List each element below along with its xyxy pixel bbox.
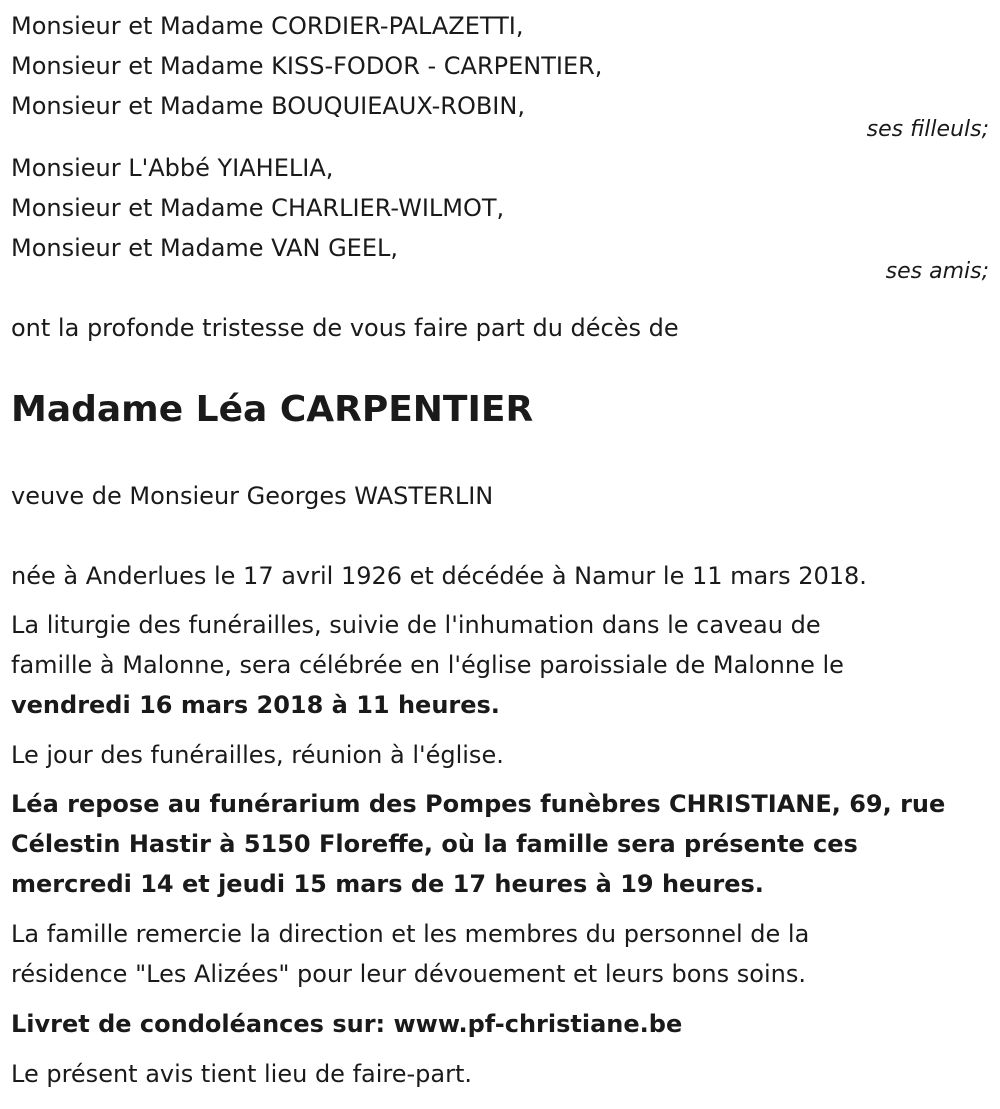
funerarium-line-3: mercredi 14 et jeudi 15 mars de 17 heures à 19 heures. — [11, 870, 764, 898]
funerarium-line-1: Léa repose au funérarium des Pompes funèbres CHRISTIANE, 69, rue — [11, 790, 946, 818]
sender-line-5: Monsieur et Madame CHARLIER-WILMOT, — [11, 194, 505, 222]
sender-line-6: Monsieur et Madame VAN GEEL, — [11, 234, 398, 262]
sender-line-2: Monsieur et Madame KISS-FODOR - CARPENTIER, — [11, 52, 603, 80]
thanks-line-1: La famille remercie la direction et les membres du personnel de la — [11, 920, 810, 948]
sender-line-1: Monsieur et Madame CORDIER-PALAZETTI, — [11, 12, 524, 40]
relation-filleuls: ses filleuls; — [866, 117, 989, 142]
liturgy-line-1: La liturgie des funérailles, suivie de l'inhumation dans le caveau de — [11, 611, 821, 639]
sender-line-4: Monsieur L'Abbé YIAHELIA, — [11, 154, 334, 182]
thanks-line-2: résidence "Les Alizées" pour leur dévouement et leurs bons soins. — [11, 960, 806, 988]
condolences-text: Livret de condoléances sur: www.pf-christiane.be — [11, 1010, 683, 1038]
notice-text: Le présent avis tient lieu de faire-part. — [11, 1060, 473, 1088]
funerarium-line-2: Célestin Hastir à 5150 Floreffe, où la famille sera présente ces — [11, 830, 858, 858]
liturgy-line-2: famille à Malonne, sera célébrée en l'église paroissiale de Malonne le — [11, 651, 844, 679]
relation-amis: ses amis; — [885, 259, 989, 284]
deceased-name: Madame Léa CARPENTIER — [11, 389, 534, 430]
widow-of-text: veuve de Monsieur Georges WASTERLIN — [11, 482, 494, 510]
reunion-text: Le jour des funérailles, réunion à l'église. — [11, 741, 504, 769]
liturgy-datetime: vendredi 16 mars 2018 à 11 heures. — [11, 691, 500, 719]
announcement-text: ont la profonde tristesse de vous faire part du décès de — [11, 314, 679, 342]
birth-death-text: née à Anderlues le 17 avril 1926 et décédée à Namur le 11 mars 2018. — [11, 562, 867, 590]
sender-line-3: Monsieur et Madame BOUQUIEAUX-ROBIN, — [11, 92, 525, 120]
